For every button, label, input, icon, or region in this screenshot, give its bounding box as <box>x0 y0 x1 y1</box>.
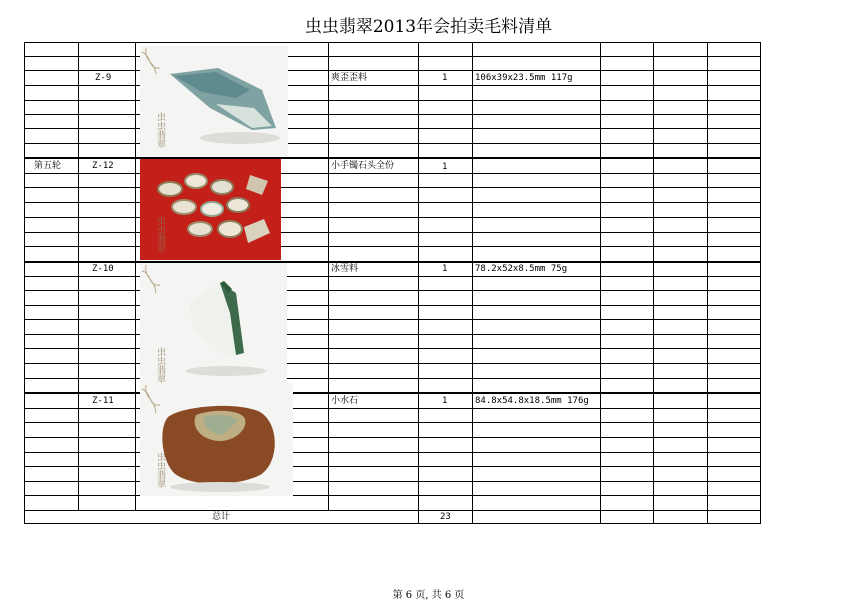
item-name: 小手镯石头全份 <box>331 161 395 171</box>
watermark-seal: 虫虫翡翠 <box>155 216 165 252</box>
total-value: 23 <box>440 512 451 522</box>
watermark-seal: 虫虫翡翠 <box>155 347 165 383</box>
item-name: 冰雪料 <box>331 264 359 274</box>
watermark-seal: 虫虫翡翠 <box>155 112 165 148</box>
item-code: Z-9 <box>95 73 112 83</box>
inventory-table <box>24 42 761 524</box>
item-qty: 1 <box>442 73 448 83</box>
item-spec: 106x39x23.5mm 117g <box>475 73 573 83</box>
item-name: 爽歪歪料 <box>331 73 368 83</box>
item-code: Z-10 <box>92 264 114 274</box>
page-title: 虫虫翡翠2013年会拍卖毛料清单 <box>304 17 553 37</box>
page-footer: 第 6 页, 共 6 页 <box>392 590 465 601</box>
jade-photo-z9 <box>140 46 288 156</box>
watermark-seal: 虫虫翡翠 <box>155 452 165 488</box>
item-code: Z-11 <box>92 396 114 406</box>
item-qty: 1 <box>442 396 448 406</box>
item-code: Z-12 <box>92 161 114 171</box>
total-label: 总计 <box>212 512 231 522</box>
round-label: 第五轮 <box>34 161 62 171</box>
jade-photo-z10 <box>140 263 287 391</box>
item-spec: 84.8x54.8x18.5mm 176g <box>475 396 589 406</box>
stone-photo-z11 <box>140 383 293 496</box>
item-name: 小水石 <box>331 396 359 406</box>
item-qty: 1 <box>442 264 448 274</box>
item-qty: 1 <box>442 162 448 172</box>
bangle-photo-z12 <box>140 159 281 260</box>
item-spec: 78.2x52x8.5mm 75g <box>475 264 568 274</box>
